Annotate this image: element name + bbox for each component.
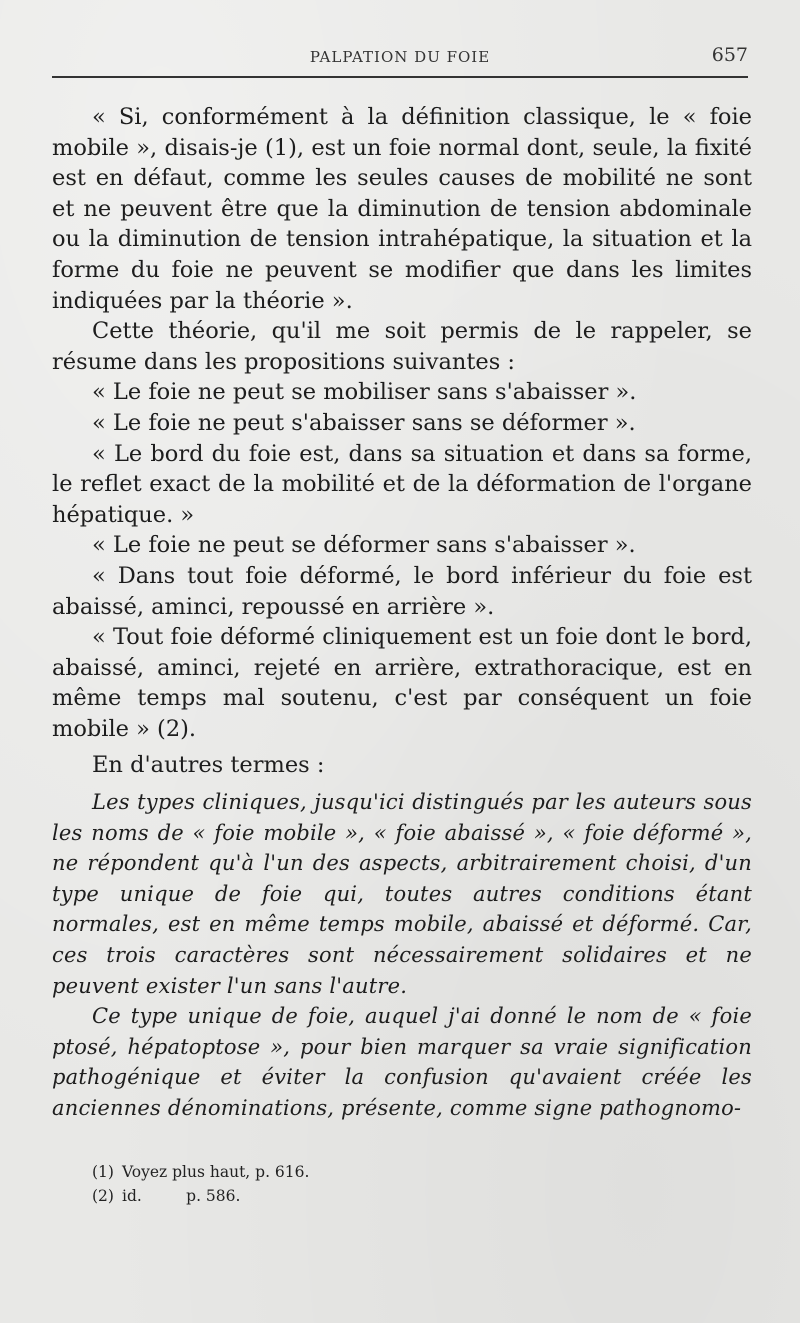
footnote: [92, 1160, 592, 1184]
header-rule: [52, 76, 748, 78]
running-title: PALPATION DU FOIE: [309, 48, 491, 66]
italic-paragraph: Les types cliniques, jusqu'ici distingués par les auteurs sous les noms de « foie mobile », « foie abaissé », « foie déformé », ne répondent qu'à l'un des aspects, arbitrairement choisi, d'un type unique de foie qui, toutes autres conditions étant normales, est en même temps mobile, abaissé et déformé. Car, ces trois caractères sont nécessairement solidaires et ne peuvent exister l'un sans l'autre.: [52, 790, 752, 998]
footnote-mark: (1): [92, 1163, 114, 1181]
paragraph: « Le bord du foie est, dans sa situation et dans sa forme, le reflet exact de la mobilité et de la déformation de l'organe hépatique. »: [52, 440, 752, 528]
paragraph: « Le foie ne peut s'abaisser sans se déformer ».: [92, 409, 636, 436]
footnote-text: id. p. 586.: [122, 1187, 241, 1205]
footnote-text: Voyez plus haut, p. 616.: [122, 1163, 310, 1181]
paragraph: En d'autres termes :: [92, 752, 325, 779]
paragraph: « Tout foie déformé cliniquement est un foie dont le bord, abaissé, aminci, rejeté en arrière, extrathoracique, est en même temps mal soutenu, c'est par conséquent un foie mobile » (2).: [52, 624, 752, 742]
paragraph: « Dans tout foie déformé, le bord inférieur du foie est abaissé, aminci, repoussé en arrière ».: [52, 562, 752, 620]
paragraph: « Si, conformément à la définition classique, le « foie mobile », disais-je (1), est un foie normal dont, seule, la fixité est en défaut, comme les seules causes de mobilité ne sont et ne peuvent être que la diminution de tension abdominale ou la diminution de tension intrahépatique, la situation et la forme du foie ne peuvent se modifier que dans les limites indiquées par la théorie ».: [52, 104, 752, 314]
paragraph: « Le foie ne peut se déformer sans s'abaisser ».: [92, 532, 636, 559]
page-header: [52, 44, 748, 74]
footnote-mark: (2): [92, 1187, 114, 1205]
italic-paragraph: Ce type unique de foie, auquel j'ai donné le nom de « foie ptosé, hépatoptose », pour bien marquer sa vraie signification pathogénique et éviter la confusion qu'avaient créée les anciennes dénominations, présente, comme signe pathognomo-: [52, 1004, 752, 1120]
footnotes: [92, 1160, 592, 1208]
paragraph: « Le foie ne peut se mobiliser sans s'abaisser ».: [92, 379, 637, 406]
page-number: 657: [711, 44, 748, 66]
paragraph: Cette théorie, qu'il me soit permis de le rappeler, se résume dans les propositions suivantes :: [52, 318, 752, 375]
footnote: [92, 1184, 592, 1208]
page-body: [52, 102, 752, 1124]
